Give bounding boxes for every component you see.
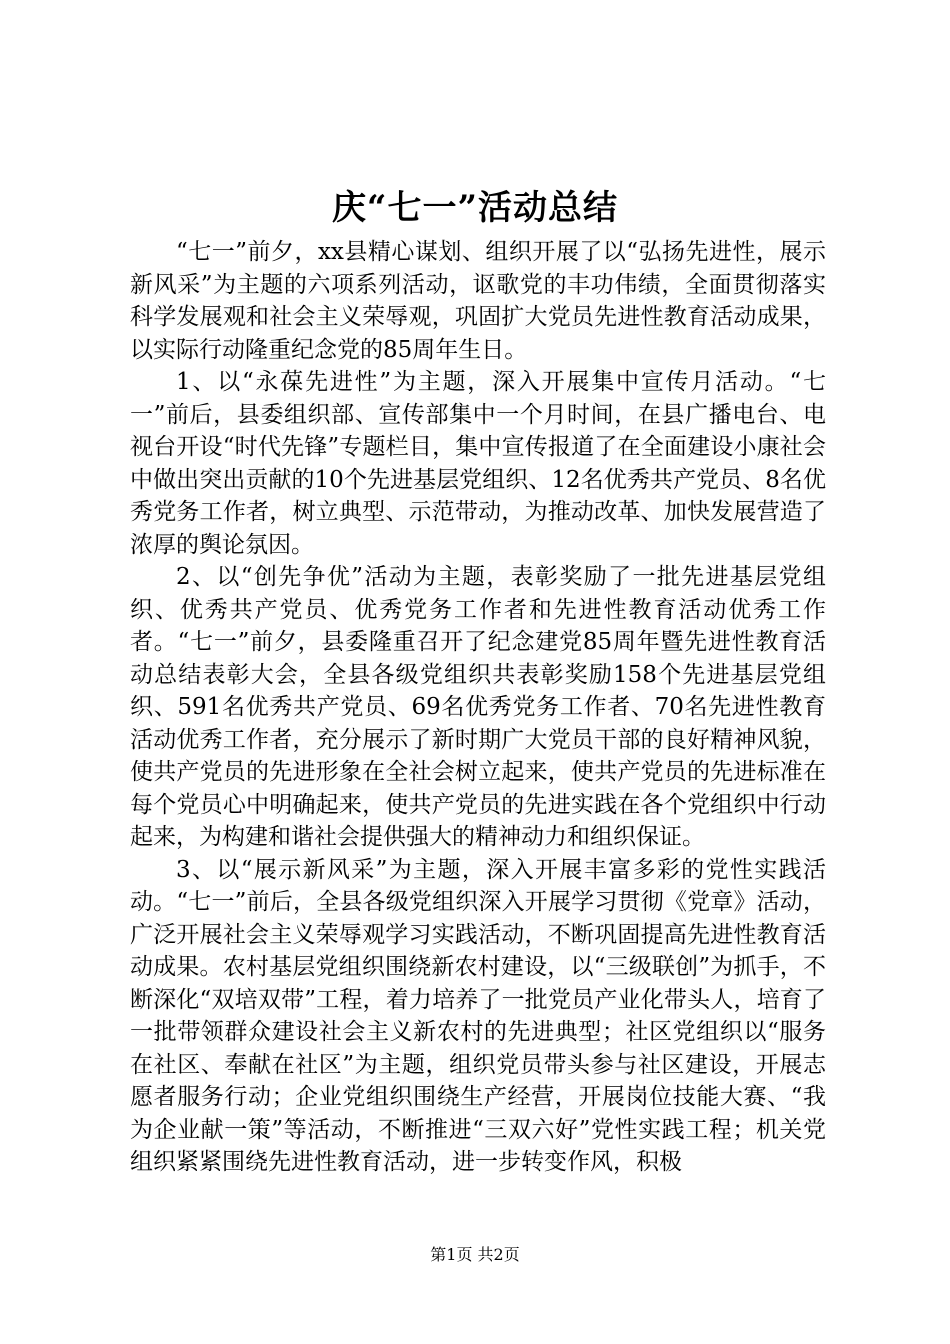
paragraph-item-3: 3、以“展示新风采”为主题，深入开展丰富多彩的党性实践活动。“七一”前后，全县各级党组织深入开展学习贯彻《党章》活动，广泛开展社会主义荣辱观学习实践活动，不断巩固提高先进性教育活动成果。农村基层党组织围绕新农村建设，以“三级联创”为抓手，不断深化“双培双带”工程，着力培养了一批党员产业化带头人，培育了一批带领群众建设社会主义新农村的先进典型；社区党组织以“服务在社区、奉献在社区”为主题，组织党员带头参与社区建设，开展志愿者服务行动；企业党组织围绕生产经营，开展岗位技能大赛、“我为企业献一策”等活动，不断推进“三双六好”党性实践工程；机关党组织紧紧围绕先进性教育活动，进一步转变作风，积极 [130, 856, 826, 1175]
paragraph-item-2: 2、以“创先争优”活动为主题，表彰奖励了一批先进基层党组织、优秀共产党员、优秀党务工作者和先进性教育活动优秀工作者。“七一”前夕，县委隆重召开了纪念建党85周年暨先进性教育活动总结表彰大会，全县各级党组织共表彰奖励158个先进基层党组织、591名优秀共产党员、69名优秀党务工作者、70名先进性教育活动优秀工作者，充分展示了新时期广大党员干部的良好精神风貌，使共产党员的先进形象在全社会树立起来，使共产党员的先进标准在每个党员心中明确起来，使共产党员的先进实践在各个党组织中行动起来，为构建和谐社会提供强大的精神动力和组织保证。 [130, 564, 826, 850]
paragraph-item-1: 1、以“永葆先进性”为主题，深入开展集中宣传月活动。“七一”前后，县委组织部、宣传部集中一个月时间，在县广播电台、电视台开设“时代先锋”专题栏目，集中宣传报道了在全面建设小康社会中做出突出贡献的10个先进基层党组织、12名优秀共产党员、8名优秀党务工作者，树立典型、示范带动，为推动改革、加快发展营造了浓厚的舆论氛因。 [130, 369, 826, 558]
document-body [130, 236, 826, 1179]
document-title: 庆“七一”活动总结 [331, 188, 619, 228]
paragraph-intro: “七一”前夕，xx县精心谋划、组织开展了以“弘扬先进性，展示新风采”为主题的六项系列活动，讴歌党的丰功伟绩，全面贯彻落实科学发展观和社会主义荣辱观，巩固扩大党员先进性教育活动成果，以实际行动隆重纪念党的85周年生日。 [130, 239, 826, 363]
page-number-footer: 第1页 共2页 [430, 1245, 520, 1264]
